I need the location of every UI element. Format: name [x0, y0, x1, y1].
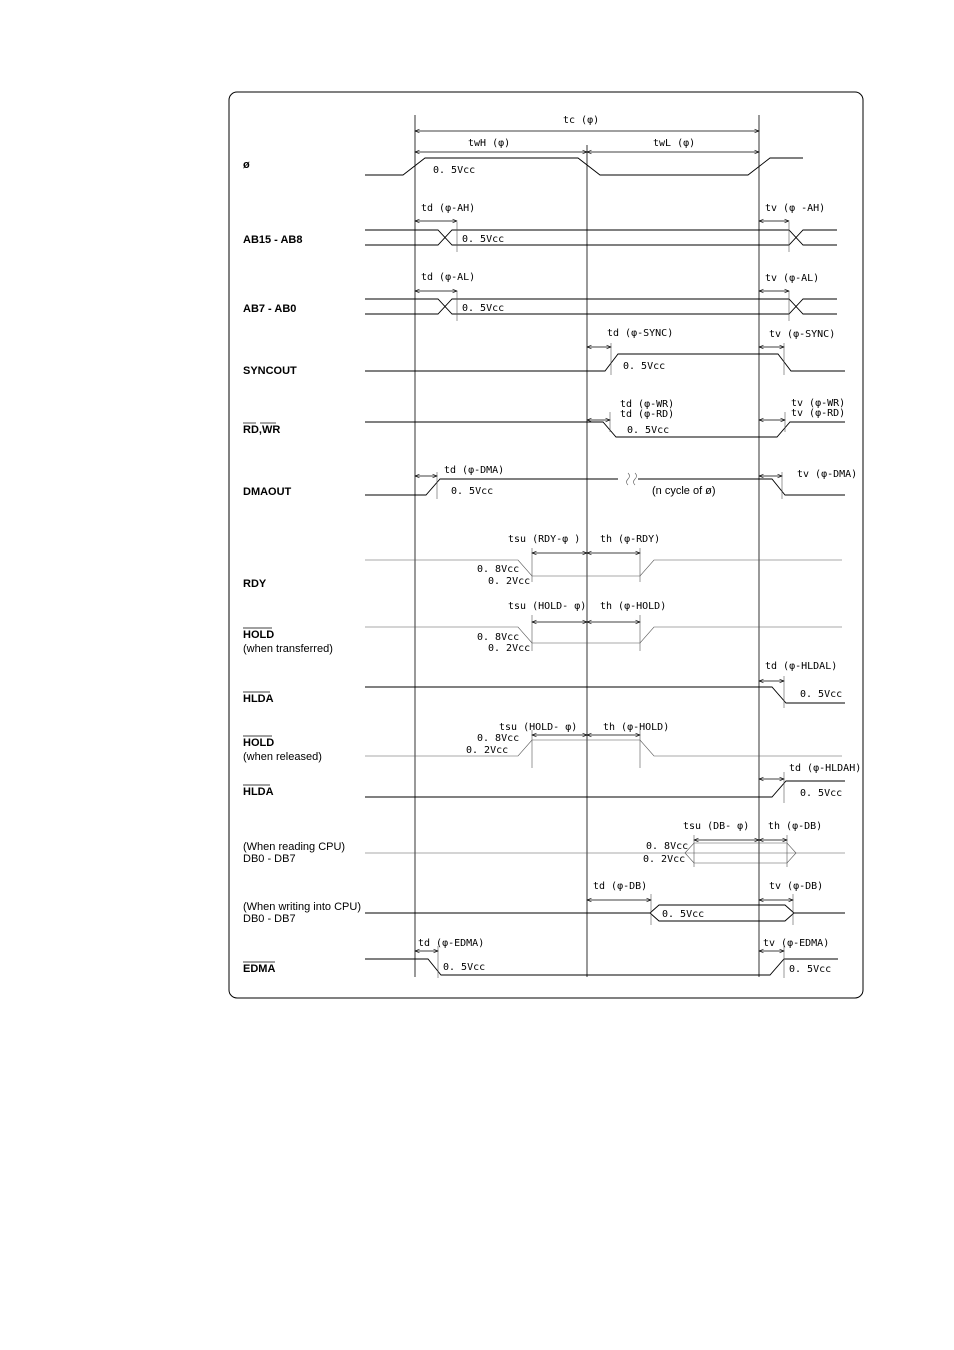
level-dbw: 0. 5Vcc — [662, 909, 705, 920]
waveform-edma — [365, 938, 838, 978]
level-edma2: 0. 5Vcc — [789, 964, 832, 975]
level-08-hold1: 0. 8Vcc — [477, 632, 520, 643]
label-td-dma: td (φ-DMA) — [444, 465, 505, 476]
signal-sublabel-db-read: (When reading CPU) — [243, 841, 346, 853]
signal-label-hold-released: HOLD — [243, 737, 275, 749]
waveform-ab-low — [365, 272, 837, 321]
signal-label-db-write: DB0 - DB7 — [243, 913, 296, 925]
signal-label-hlda-1: HLDA — [243, 693, 274, 705]
level-02-hold1: 0. 2Vcc — [488, 643, 531, 654]
waveform-rd-wr — [365, 398, 845, 437]
diagram-frame — [229, 92, 863, 998]
level-hlda1: 0. 5Vcc — [800, 689, 843, 700]
label-tsu-hold-2: tsu (HOLD- φ) — [499, 722, 578, 733]
label-tv-sync: tv (φ-SYNC) — [769, 329, 836, 340]
level-02-hold2: 0. 2Vcc — [466, 745, 509, 756]
label-td-wr: td (φ-WR) — [620, 399, 675, 410]
signal-label-dmaout: DMAOUT — [243, 486, 292, 498]
label-td-ah: td (φ-AH) — [421, 203, 476, 214]
signal-sublabel-hold-released: (when released) — [243, 751, 322, 763]
label-th-hold-2: th (φ-HOLD) — [603, 722, 670, 733]
note-n-cycle: (n cycle of ø) — [652, 485, 716, 497]
label-tc: tc (φ) — [563, 115, 600, 126]
waveform-db-write — [365, 881, 845, 925]
level-edma1: 0. 5Vcc — [443, 962, 486, 973]
signal-sublabel-db-write: (When writing into CPU) — [243, 901, 361, 913]
waveform-hlda-1 — [365, 661, 845, 708]
waveform-hold-transferred — [365, 601, 842, 654]
label-td-hldal: td (φ-HLDAL) — [765, 661, 838, 672]
signal-label-syncout: SYNCOUT — [243, 365, 297, 377]
waveform-db-read — [365, 821, 845, 867]
label-th-db: th (φ-DB) — [768, 821, 823, 832]
level-02-rdy: 0. 2Vcc — [488, 576, 531, 587]
level-hlda2: 0. 5Vcc — [800, 788, 843, 799]
signal-label-edma: EDMA — [243, 963, 276, 975]
signal-label-rdy: RDY — [243, 578, 267, 590]
label-td-db: td (φ-DB) — [593, 881, 648, 892]
label-tv-al: tv (φ-AL) — [765, 273, 820, 284]
label-tsu-hold-1: tsu (HOLD- φ) — [508, 601, 587, 612]
level-rdwr: 0. 5Vcc — [627, 425, 670, 436]
waveform-dmaout — [365, 465, 857, 499]
signal-label-ab-low: AB7 - AB0 — [243, 303, 297, 315]
label-twh: twH (φ) — [468, 138, 511, 149]
waveform-hold-released — [365, 722, 842, 768]
label-td-sync: td (φ-SYNC) — [607, 328, 674, 339]
label-td-hldah: td (φ-HLDAH) — [789, 763, 862, 774]
label-tsu-db: tsu (DB- φ) — [683, 821, 750, 832]
level-08-hold2: 0. 8Vcc — [477, 733, 520, 744]
signal-label-ab-high: AB15 - AB8 — [243, 234, 303, 246]
label-tv-db: tv (φ-DB) — [769, 881, 824, 892]
waveform-syncout — [365, 328, 845, 375]
level-sync: 0. 5Vcc — [623, 361, 666, 372]
label-td-edma: td (φ-EDMA) — [418, 938, 485, 949]
signal-label-hold-transferred: HOLD — [243, 629, 275, 641]
level-ah: 0. 5Vcc — [462, 234, 505, 245]
level-02-db: 0. 2Vcc — [643, 854, 686, 865]
waveform-rdy — [365, 534, 842, 587]
waveform-hlda-2 — [365, 763, 861, 803]
label-twl: twL (φ) — [653, 138, 696, 149]
label-tv-edma: tv (φ-EDMA) — [763, 938, 830, 949]
label-tv-rd: tv (φ-RD) — [791, 408, 846, 419]
level-al: 0. 5Vcc — [462, 303, 505, 314]
label-th-hold-1: th (φ-HOLD) — [600, 601, 667, 612]
level-dma: 0. 5Vcc — [451, 486, 494, 497]
signal-label-hlda-2: HLDA — [243, 786, 274, 798]
signal-sublabel-hold-transferred: (when transferred) — [243, 643, 333, 655]
label-tsu-rdy: tsu (RDY-φ ) — [508, 534, 581, 545]
level-08-rdy: 0. 8Vcc — [477, 564, 520, 575]
label-tv-dma: tv (φ-DMA) — [797, 469, 858, 480]
label-th-rdy: th (φ-RDY) — [600, 534, 661, 545]
signal-label-phi: ø — [243, 159, 250, 171]
label-tv-ah: tv (φ -AH) — [765, 203, 826, 214]
level-phi: 0. 5Vcc — [433, 165, 476, 176]
waveform-ab-high — [365, 203, 837, 252]
break-mark — [627, 473, 637, 485]
label-td-rd: td (φ-RD) — [620, 409, 675, 420]
signal-label-rd-wr: RD,WR — [243, 424, 281, 436]
label-td-al: td (φ-AL) — [421, 272, 476, 283]
waveform-phi — [365, 115, 803, 176]
label-tv-wr: tv (φ-WR) — [791, 398, 846, 409]
signal-label-db-read: DB0 - DB7 — [243, 853, 296, 865]
level-08-db: 0. 8Vcc — [646, 841, 689, 852]
